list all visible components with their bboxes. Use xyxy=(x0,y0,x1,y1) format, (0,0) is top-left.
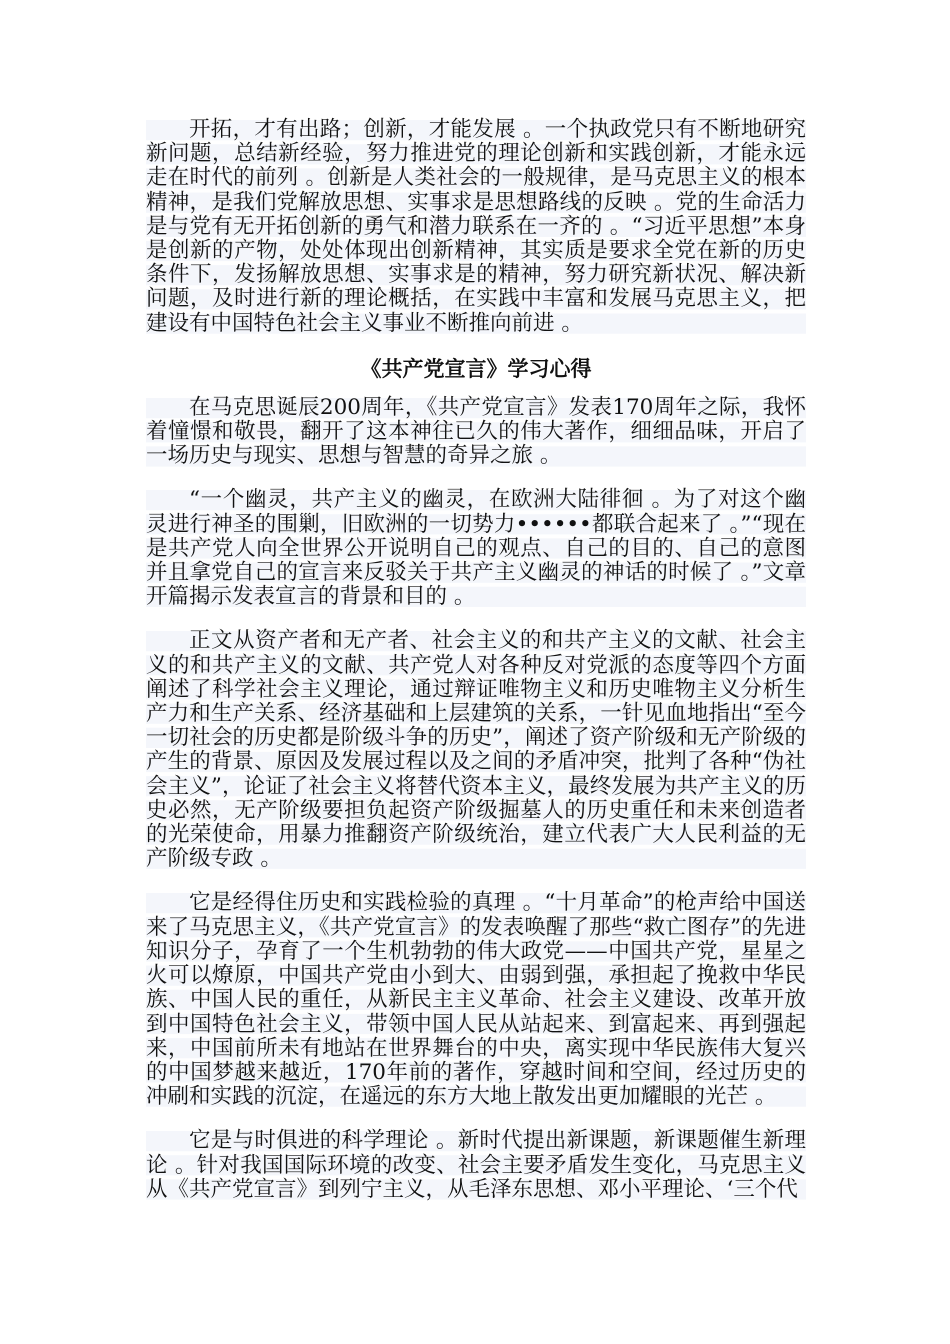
paragraph-anniversary: 在马克思诞辰200周年，《共产党宣言》发表170周年之际，我怀着憧憬和敬畏，翻开了这本神往已久的伟大著作，细细品味，开启了一场历史与现实、思想与智慧的奇异之旅 。 xyxy=(146,394,806,469)
paragraph-scientific-theory: 它是与时俱进的科学理论 。新时代提出新课题，新课题催生新理论 。针对我国国际环境的改变、社会主要矛盾发生变化，马克思主义从《共产党宣言》到列宁主义，从毛泽东思想、邓小平理论、‘三个代 xyxy=(146,1128,806,1202)
document-page xyxy=(146,118,806,1222)
paragraph-main-content: 正文从资产者和无产者、社会主义的和共产主义的文献、社会主义的和共产主义的文献、共产党人对各种反对党派的态度等四个方面阐述了科学社会主义理论，通过辩证唯物主义和历史唯物主义分析生产力和生产关系、经济基础和上层建筑的关系，一针见血地指出“至今一切社会的历史都是阶级斗争的历史”，阐述了资产阶级和无产阶级的产生的背景、原因及发展过程以及之间的矛盾冲突，批判了各种“伪社会主义”，论证了社会主义将替代资本主义，最终发展为共产主义的历史必然，无产阶级要担负起资产阶级掘墓人的历史重任和未来创造者的光荣使命，用暴力推翻资产阶级统治，建立代表广大人民利益的无产阶级专政 。 xyxy=(146,628,806,872)
intro-paragraph: 开拓，才有出路；创新，才能发展 。一个执政党只有不断地研究新问题，总结新经验，努力推进党的理论创新和实践创新，才能永远走在时代的前列 。创新是人类社会的一般规律，是马克思主义的根本精神，是我们党解放思想、实事求是思想路线的反映 。党的生命活力是与党有无开拓创新的勇气和潜力联系在一齐的 。“习近平思想”本身是创新的产物，处处体现出创新精神，其实质是要求全党在新的历史条件下，发扬解放思想、实事求是的精神，努力研究新状况、解决新问题，及时进行新的理论概括，在实践中丰富和发展马克思主义，把建设有中国特色社会主义事业不断推向前进 。 xyxy=(146,117,806,336)
paragraph-spectre-quote: “一个幽灵，共产主义的幽灵，在欧洲大陆徘徊 。为了对这个幽灵进行神圣的围剿，旧欧洲的一切势力••••••都联合起来了 。”“现在是共产党人向全世界公开说明自己的观点、自己的目的、自己的意图并且拿党自己的宣言来反驳关于共产主义幽灵的神话的时候了 。”文章开篇揭示发表宣言的背景和目的 。 xyxy=(146,487,806,610)
paragraph-truth: 它是经得住历史和实践检验的真理 。“十月革命”的枪声给中国送来了马克思主义，《共产党宣言》的发表唤醒了那些“救亡图存”的先进知识分子，孕育了一个生机勃勃的伟大政党——中国共产党，星星之火可以燎原，中国共产党由小到大、由弱到强，承担起了挽救中华民族、中国人民的重任，从新民主主义革命、社会主义建设、改革开放到中国特色社会主义，带领中国人民从站起来、到富起来、再到强起来，中国前所未有地站在世界舞台的中央，离实现中华民族伟大复兴的中国梦越来越近，170年前的著作，穿越时间和空间，经过历史的冲刷和实践的沉淀，在遥远的东方大地上散发出更加耀眼的光芒 。 xyxy=(146,890,806,1110)
document-title: 《共产党宣言》学习心得 xyxy=(360,356,592,381)
